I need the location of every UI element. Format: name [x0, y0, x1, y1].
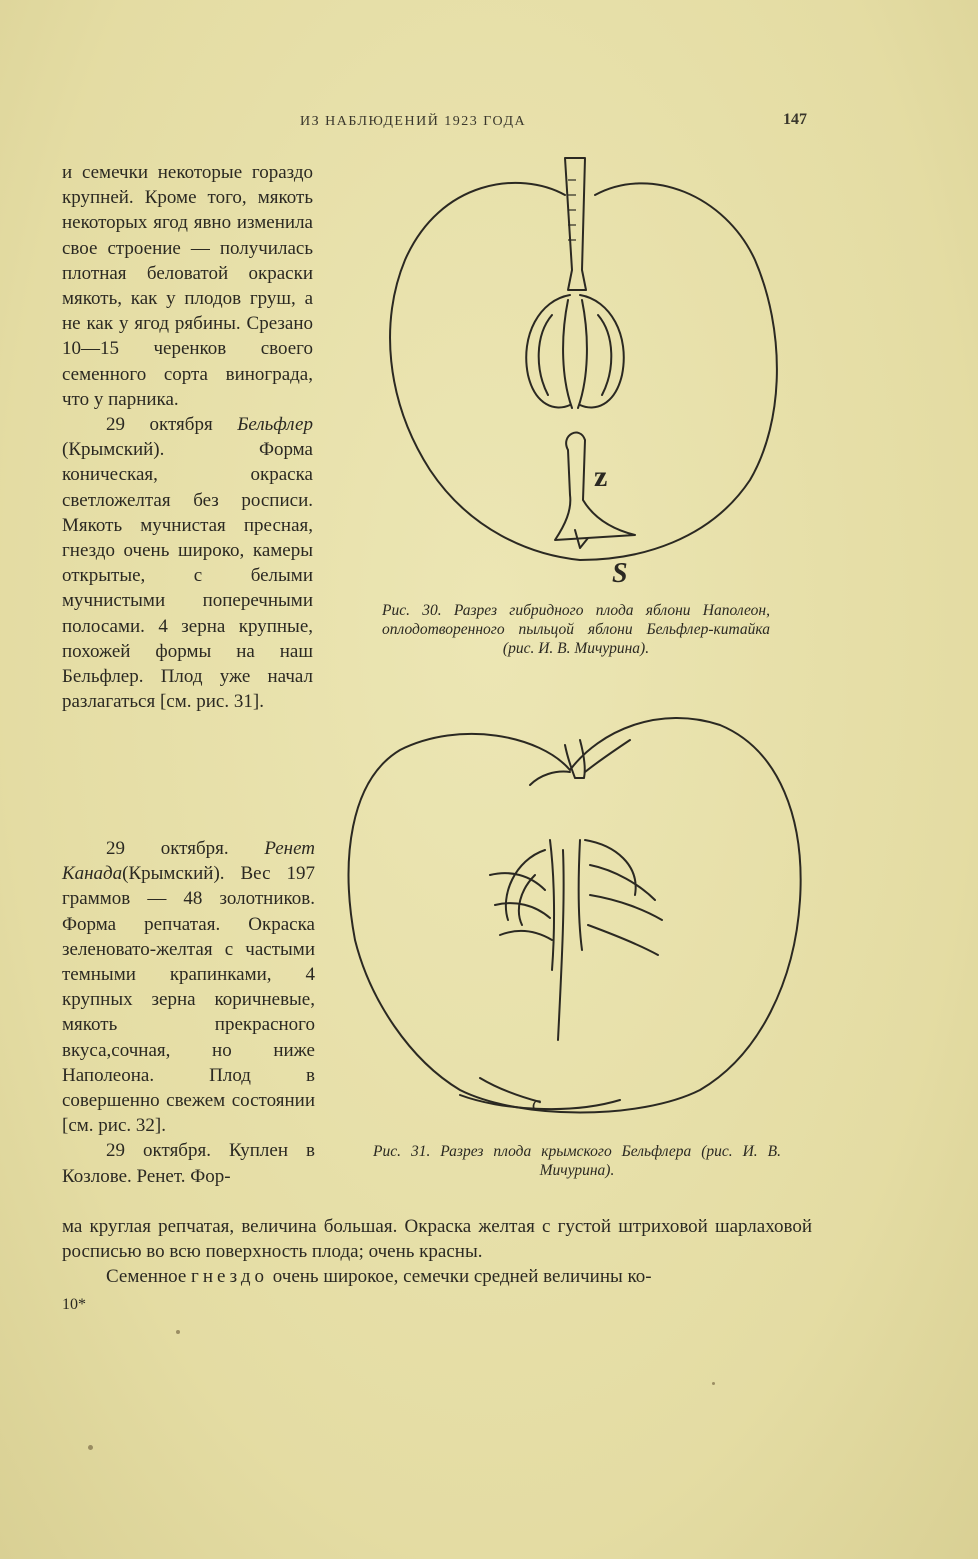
left-column-lower: [62, 836, 315, 1189]
figure-30: [380, 150, 800, 590]
paragraph-3-variety: Ренет Канада: [62, 838, 315, 885]
paper-speck: [712, 1382, 715, 1385]
paragraph-2-date: 29 октября: [106, 414, 213, 436]
figure-31: [340, 700, 820, 1130]
figure-31-label-c: c: [532, 1093, 541, 1115]
figure-30-label-z: z: [594, 460, 608, 493]
figure-31-drawing: [340, 700, 820, 1130]
paragraph-3: [62, 836, 315, 1138]
left-column-top: [62, 160, 313, 714]
paragraph-5: [62, 1264, 812, 1289]
apple-31-core-right: [585, 840, 636, 895]
running-head: ИЗ НАБЛЮДЕНИЙ 1923 ГОДА: [300, 114, 527, 129]
paper-speck: [88, 1445, 93, 1450]
paragraph-2: [62, 412, 313, 714]
paragraph-2-variety: Бельфлер: [237, 414, 313, 436]
paragraph-3-date: 29 октября.: [106, 838, 229, 859]
paragraph-4-continued: ма круглая репчатая, величина большая. Окраска желтая с густой штриховой шарлаховой росписью во всю поверхность плода; очень красны.: [62, 1216, 812, 1263]
signature-mark: 10*: [62, 1296, 86, 1313]
full-width-text: [62, 1214, 812, 1290]
paragraph-5-spaced-word: гнездо: [191, 1266, 269, 1288]
figure-30-drawing: [380, 150, 800, 590]
figure-30-label-s: S: [612, 558, 628, 589]
paragraph-1: и семечки некоторые гораздо крупней. Кроме того, мякоть некоторых ягод явно изменила свое строение — получилась плотная беловатой окраски мякоть, как у плодов груш, а не как у ягод рябины. Срезано 10—15 черенков своего семенного сорта винограда, что у парника.: [62, 162, 313, 410]
paragraph-4-start: 29 октября. Куплен в Козлове. Ренет. Фор-: [62, 1140, 315, 1187]
apple-30-stem: [565, 158, 586, 290]
paragraph-3-text: (Крымский). Вес 197 граммов — 48 золотников. Форма репчатая. Окраска зеленовато-желтая с частыми темными крапинками, 4 крупных зерна коричневые, мякоть прекрасного вкуса,сочная, но ниже Наполеона. Плод в совершенно свежем состоянии [см. рис. 32].: [62, 863, 315, 1137]
page-number: 147: [783, 111, 807, 128]
figure-30-caption: Рис. 30. Разрез гибридного плода яблони Наполеон, оплодотворенного пыльцой яблони Бельфлер-китайка (рис. И. В. Мичурина).: [382, 602, 770, 657]
paragraph-2-text: (Крымский). Форма коническая, окраска светложелтая без росписи. Мякоть мучнистая пресная, гнездо очень широко, камеры открытые, с белыми мучнистыми поперечными полосами. 4 зерна крупные, похожей формы на наш Бельфлер. Плод уже начал разлагаться [см. рис. 31].: [62, 439, 313, 713]
figure-31-caption: Рис. 31. Разрез плода крымского Бельфлера (рис. И. В. Мичурина).: [373, 1143, 781, 1179]
paragraph-5-lead: Семенное: [106, 1266, 187, 1288]
paper-speck: [176, 1330, 180, 1334]
paragraph-5-rest: очень широкое, семечки средней величины ко-: [272, 1266, 652, 1288]
